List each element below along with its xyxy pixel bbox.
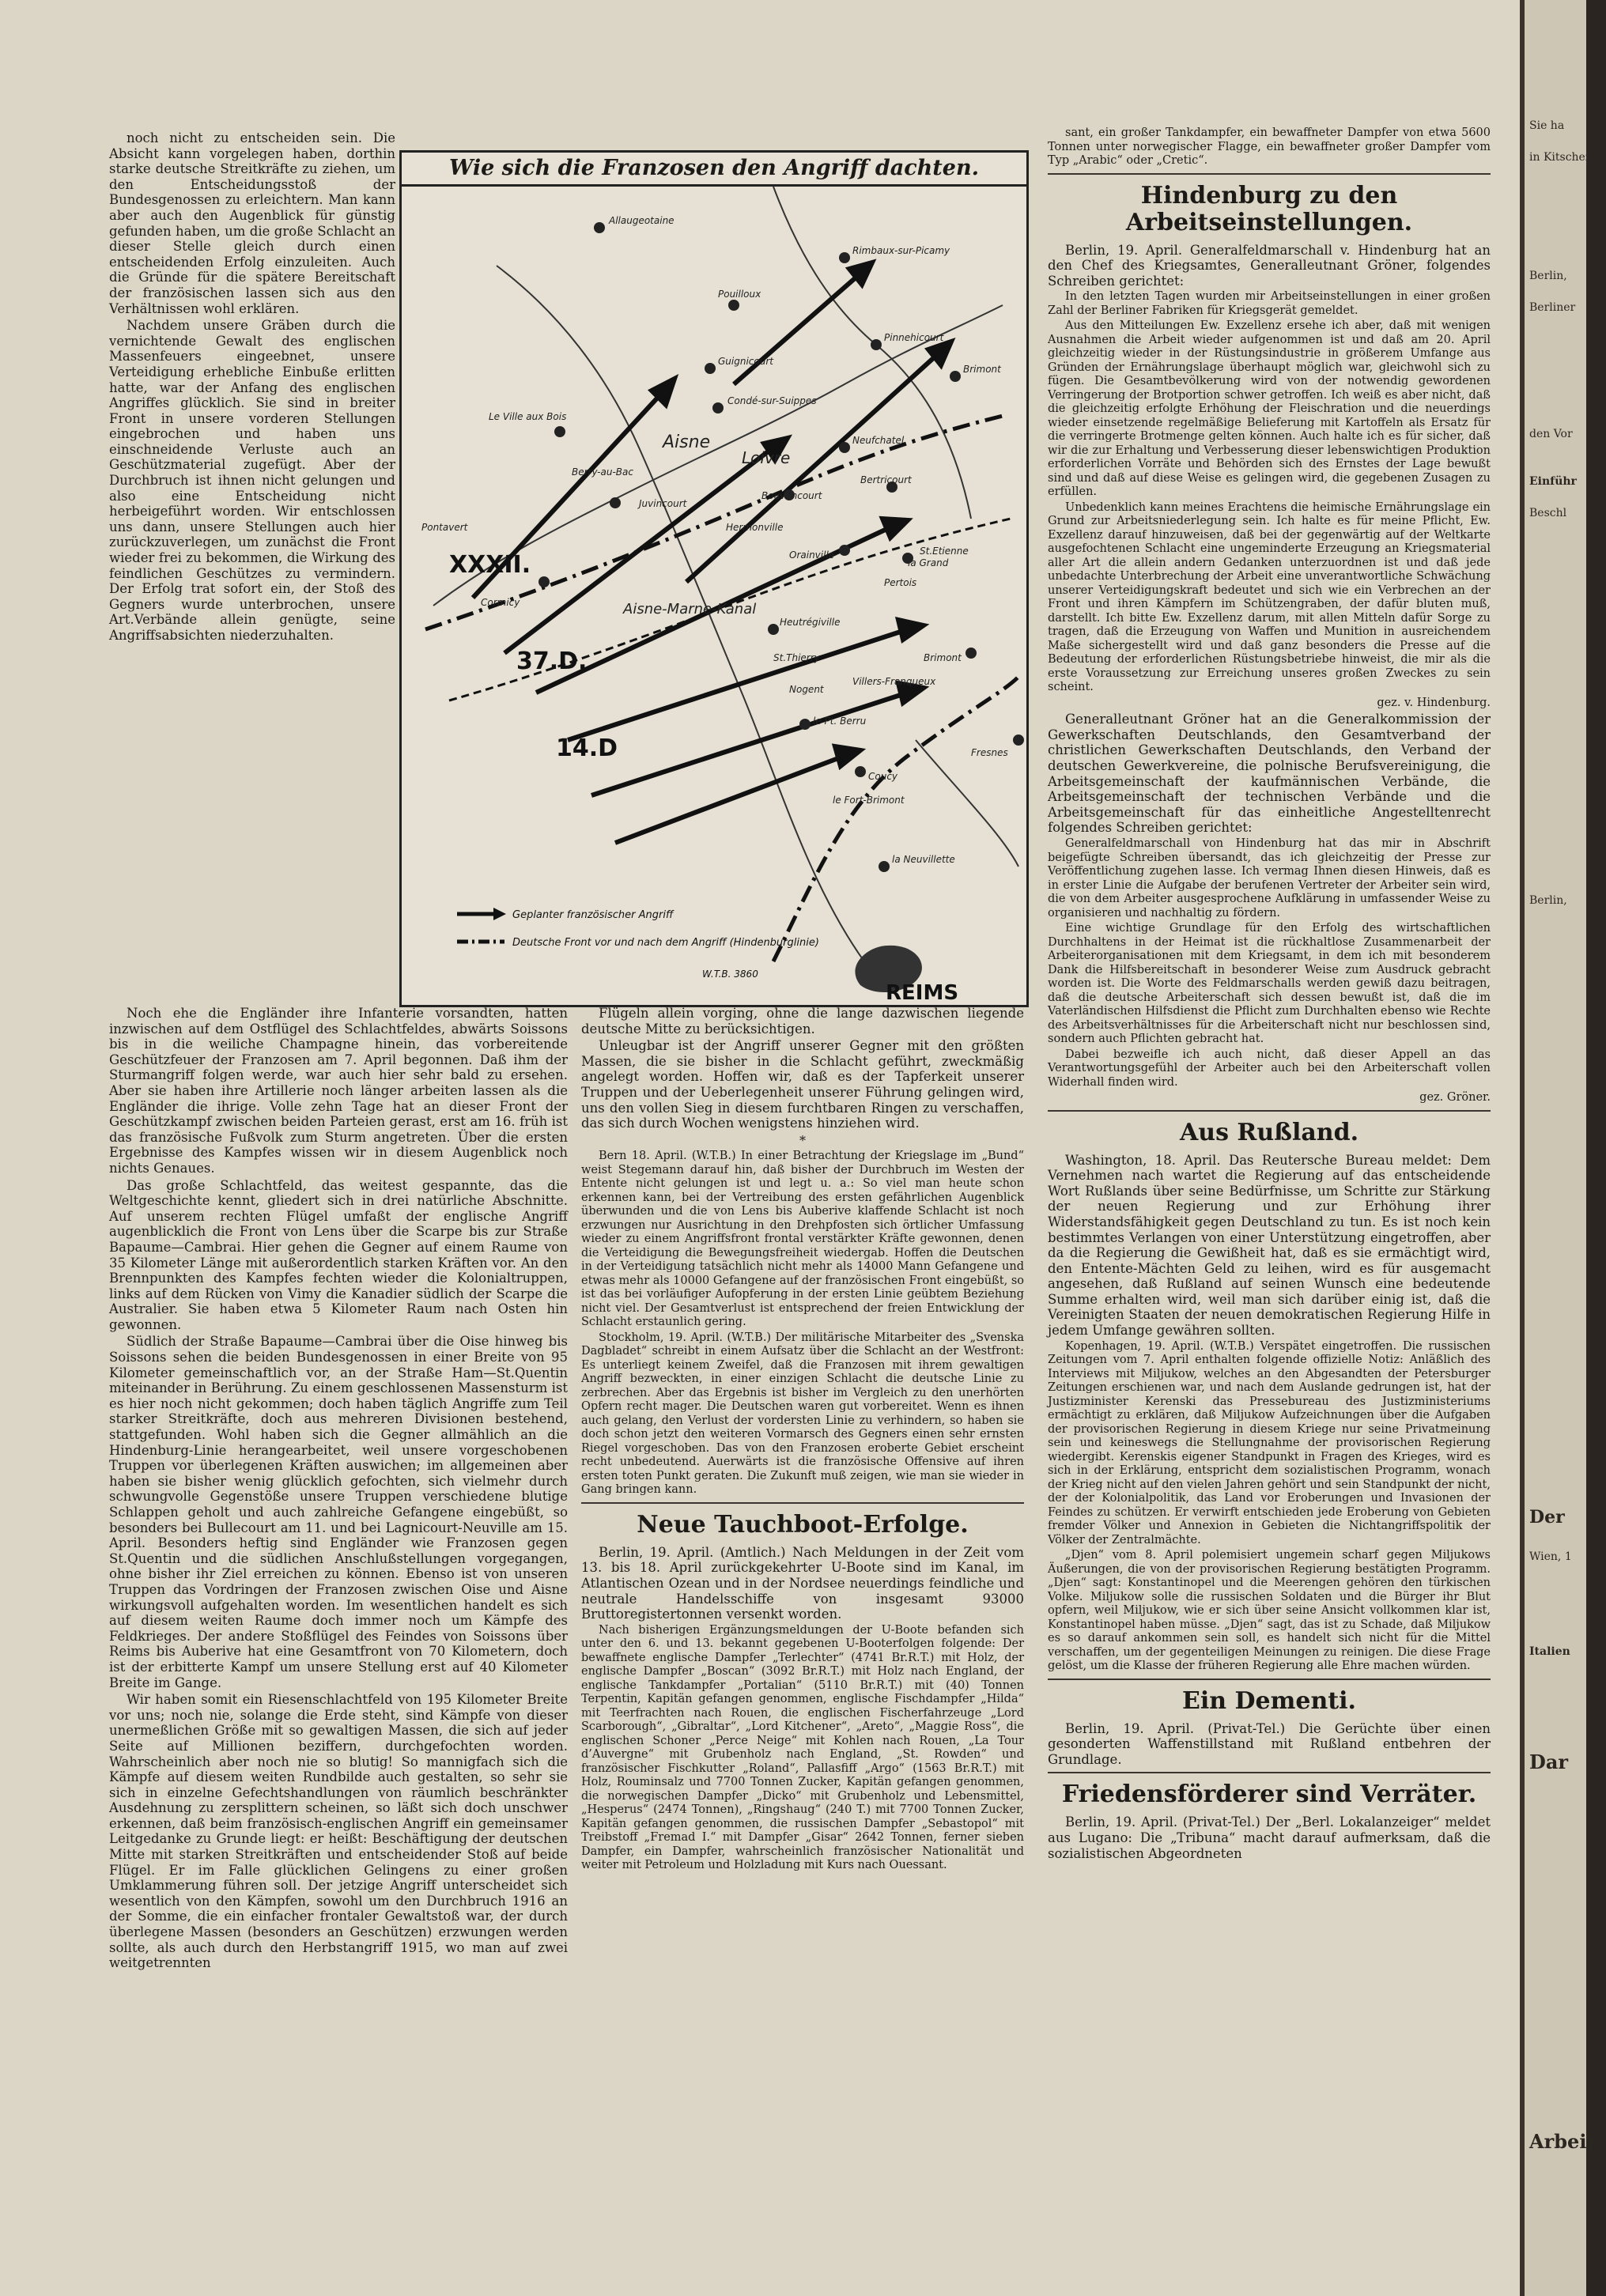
edge-fragment: Dar xyxy=(1529,1750,1569,1773)
signature: gez. v. Hindenburg. xyxy=(1377,696,1491,709)
map-place: Nogent xyxy=(789,684,824,695)
column-1-lower xyxy=(109,1006,568,2136)
edge-fragment: Beschl xyxy=(1529,507,1567,519)
paragraph: Bern 18. April. (W.T.B.) In einer Betrachtung der Kriegslage im „Bund“ weist Stegemann darauf hin, daß bisher der Durchbruch im Westen der Entente nicht gelungen ist und legt u. a.: So viel man heute schon erkennen kann, bei der Vertreibung des ersten gefährlichen Augenblick überwunden und die von Lens bis Auberive klaffende Schlacht ist noch erzwungen nur Ausrichtung in den Drehpfosten sich örtlicher Umfassung wieder zu einem Angriffsfront frontal verstärkter Kräfte gewonnen, denen die Verteidigung die Bewegungsfreiheit wiedergab. Hoffen die Deutschen in der Verteidigung tatsächlich nicht mehr als 14000 Mann Gefangene und etwas mehr als 10000 Gefangene auf der französischen Front eingebüßt, so ist das bei vorläufiger Aufopferung in der ersten Linie geübtem Beziehung nicht viel. Der Gesamtverlust ist entsprechend der freien Entwicklung der Schlacht erstaunlich gering. xyxy=(581,1150,1024,1329)
divider xyxy=(581,1502,1024,1504)
map-place: Coucy xyxy=(868,771,898,782)
edge-fragment: Italien xyxy=(1529,1645,1570,1658)
paragraph: Nach bisherigen Ergänzungsmeldungen der U-Boote befanden sich unter den 6. und 13. bekannt gegebenen U-Booterfolgen folgende: Der bewaffnete englische Dampfer „Terlechter“ (4741 Br.R.T.) mit Holz, der englische Dampfer „Boscan“ (3092 Br.R.T.) mit Holz nach England, der englische Tankdampfer „Portalian“ (5110 Br.R.T.) mit (40) Tonnen Terpentin, Kapitän gefangen genommen, englische Fischdampfer „Hilda“ mit Teerfrachten nach Rouen, die englischen Fischerfahrzeuge „Lord Scarborough“, „Gibraltar“, „Lord Kitchener“, „Areto“, „Maggie Ross“, die englischen Schoner „Perce Neige“ mit Kohlen nach Rouen, „La Tour d’Auvergne“ mit Grubenholz nach England, „St. Rowden“ und französischer Fischkutter „Roland“, Pallasfiff „Argo“ (1563 Br.R.T.) mit Holz, Rouminsalz und 7700 Tonnen Zucker, Kapitän gefangen genommen, die norwegischen Dampfer „Dicko“ mit Grubenholz und Lebensmittel, „Hesperus“ (2474 Tonnen), „Ringshaug“ (240 T.) mit 7700 Tonnen Zucker, Kapitän gefangen genommen, die russischen Dampfer „Sebastopol“ mit Treibstoff „Fremad I.“ mit Dampfer „Gisar“ 2642 Tonnen, ferner sieben Dampfer, ein Dampfer, wahrscheinlich französischer Nationalität und weiter mit Petroleum und Holzladung mit Kurs nach Ouessant. xyxy=(581,1623,1024,1872)
paragraph: „Djen“ vom 8. April polemisiert ungemein scharf gegen Miljukows Äußerungen, die von der provisorischen Regierung bestätigten Programm. „Djen“ sagt: Konstantinopel und die Meerengen gehören den türkischen Volke. Miljukow solle die russischen Soldaten und die Bürger ihr Blut opfern, weil Miljukow, wie er sich über seine Ansicht vollkommen klar ist, Konstantinopel haben müsse. „Djen“ sagt, das ist zu Schade, daß Miljukow es so darauf ankommen sein soll, es handelt sich nicht für die Mittel verschaffen, um der gegenteiligen Meinungen zu reinigen. Die diese Frage gelöst, um die Klasse der früheren Regierung alle Ehre machen würden. xyxy=(1048,1549,1491,1673)
paragraph: sant, ein großer Tankdampfer, ein bewaffneter Dampfer von etwa 5600 Tonnen unter norwegischer Flagge, ein bewaffneter großer Dampfer vom Typ „Arabic“ oder „Cretic“. xyxy=(1048,127,1491,167)
divider xyxy=(1048,173,1491,175)
paragraph: Unbedenklich kann meines Erachtens die heimische Ernährungslage ein Grund zur Arbeitsniederlegung sein. Ich halte es für meine Pflicht, Ew. Exzellenz darauf hinzuweisen, daß bei der gegenwärtig auf der Weltkarte ausgefochtenen Schlacht eine ungeminderte Erzeugung an Kriegsmaterial aller Art die allein andern Gedanken unterzuordnen ist und daß jede unbedachte Unterbrechung der Arbeit eine unverantwortliche Schwächung unserer Verteidigungskraft bedeutet und sich wie ein Verbrechen an der Front und ihren Kämpfern im Schützengraben, der dafür bluten muß, darstellt. Ich bitte Ew. Exzellenz darum, mit allen Mitteln dafür Sorge zu tragen, daß die Erzeugung von Waffen und Munition in ausreichendem Maße sichergestellt wird und daß ganz besonders die Presse auf die Bedeutung der erforderlichen Rüstungsbetriebe hinweist, die mir als die erste Voraussetzung zur Erreichung unseres großen Zweckes zu sein scheint. xyxy=(1048,500,1491,694)
edge-fragment: Wien, 1 xyxy=(1529,1550,1572,1563)
paragraph: Aus den Mitteilungen Ew. Exzellenz ersehe ich aber, daß mit wenigen Ausnahmen die Arbeit wieder aufgenommen ist und daß am 20. April gleichzeitig wieder in der Rüstungsindustrie in größerem Umfange aus Gründen der Ernährungslage überhaupt möglich war, gleichwohl sich zu fügen. Die Gesamtbevölkerung wird von der notwendig gewordenen Verringerung der Brotportion schwer getroffen. Ich weiß es aber nicht, daß die gleichzeitig erfolgte Erhöhung der Fleischration und die neuerdings wieder einsetzende regelmäßige Belieferung mit Kartoffeln als Ersatz für die verringerte Brotmenge gelten können. Auch halte ich es für sicher, daß wir die zur Erhaltung und Verbesserung dieser lebenswichtigen Produktion erforderlichen Vorräte und Behörden sich des Ernstes der Lage bewußt sind und daß auf diese Weise es gelingen wird, die gegebenen Zusagen zu erfüllen. xyxy=(1048,319,1491,499)
paragraph: Berlin, 19. April. (Privat-Tel.) Der „Berl. Lokalanzeiger“ meldet aus Lugano: Die „Tribuna“ macht darauf aufmerksam, daß die sozialistischen Abgeordneten xyxy=(1048,1815,1491,1861)
map-place: Brimont xyxy=(963,364,1001,375)
map-place: Villers-Franqueux xyxy=(852,676,936,687)
col1-upper xyxy=(109,130,395,644)
map-place: Neufchatel xyxy=(852,435,905,446)
map-place: Allaugeotaine xyxy=(609,215,675,226)
map-place: Hermonville xyxy=(726,522,784,533)
paragraph: Stockholm, 19. April. (W.T.B.) Der militärische Mitarbeiter des „Svenska Dagbladet“ schreibt in einem Aufsatz über die Schlacht an der Westfront: Es unterliegt keinem Zweifel, daß die Franzosen mit ihrem gewaltigen Angriff bezweckten, in einer einzigen Schlacht die deutsche Linie zu zerbrechen. Aber das Ergebnis ist bisher im Vergleich zu den unerhörten Opfern recht mager. Die Deutschen waren gut vorbereitet. Wenn es ihnen auch gelang, den Verlust der vordersten Linie zu verhindern, so haben sie doch schon jetzt den weiteren Vormarsch des Gegners einen sehr ernsten Riegel vorgeschoben. Das von den Franzosen eroberte Gebiet erscheint recht unbedeutend. Auerwärts ist die französische Offensive auf ihren ersten toten Punkt geraten. Die Zukunft muß zeigen, wie man sie wieder in Gang bringen kann. xyxy=(581,1331,1024,1497)
paragraph: Wir haben somit ein Riesenschlachtfeld von 195 Kilometer Breite vor uns; noch nie, solange die Erde steht, sind Kämpfe von dieser unermeßlichen Größe mit so gewaltigen Massen, die sich auf jeder Seite auf Millionen beziffern, durchgefochten worden. Wahrscheinlich aber noch nie so blutig! So mannigfach sich die Kämpfe auf diesem weiten Rundbilde auch gestalten, so sehr sie sich in einzelne Gefechtshandlungen von räumlich beschränkter Ausdehnung zu zersplittern scheinen, so läßt sich doch unschwer erkennen, daß beim französisch-englischen Angriff ein gemeinsamer Leitgedanke zu Grunde liegt: er heißt: Beschäftigung der deutschen Mitte mit starken Streitkräften und entscheidender Stoß auf beide Flügel. Er im Falle glücklichen Gelingens zu einer großen Umklammerung führen soll. Der jetzige Angriff unterscheidet sich wesentlich von den Kämpfen, sowohl um den Durchbruch 1916 an der Somme, die ein einfacher frontaler Gewaltstoß war, der durch überlegene Massen (besonders an Geschützen) erzwungen werden sollte, als auch durch den Herbstangriff 1915, wo man auf zwei weitgetrennten xyxy=(109,1692,568,1971)
paragraph: In den letzten Tagen wurden mir Arbeitseinstellungen in einer großen Zahl der Berliner Fabriken für Kriegsgerät gemeldet. xyxy=(1048,290,1491,317)
map-figure xyxy=(399,150,1029,1007)
paragraph: Unleugbar ist der Angriff unserer Gegner mit den größten Massen, die sie bisher in die Schlacht geführt, zweckmäßig angelegt worden. Hoffen wir, daß es der Tapferkeit unserer Truppen und der Ueberlegenheit unserer Führung gelingen wird, uns den vollen Sieg in diesem furchtbaren Ringen zu verschaffen, das sich durch Wochen wenigstens hinziehen wird. xyxy=(581,1038,1024,1131)
paragraph: Dabei bezweifle ich auch nicht, daß dieser Appell an das Verantwortungsgefühl der Arbeiter auch bei den Arbeiterschaft vollen Widerhall finden wird. xyxy=(1048,1048,1491,1089)
paragraph: Südlich der Straße Bapaume—Cambrai über die Oise hinweg bis Soissons sehen die beiden Bundesgenossen in einer Breite von 95 Kilometer gemeinschaftlich vor, an der Straße Ham—St.Quentin miteinander in Berührung. Zu einem geschlossenen Massensturm ist es hier noch nicht gekommen; doch haben täglich Angriffe zum Teil starker Streitkräfte, doch aus mehreren Divisionen bestehend, stattgefunden. Wohl haben sich die Gegner allmählich an die Hindenburg-Linie herangearbeitet, weil unsere vorgeschobenen Truppen vor überlegenen Kräften auswichen; im allgemeinen aber haben sie bisher wenig glücklich gefochten, sich vielmehr durch schwungvolle Gegenstöße unsere Truppen verschiedene blutige Schlappen geholt und auch zahlreiche Gefangene eingebüßt, so besonders bei Bullecourt am 11. und bei Lagnicourt-Neuville am 15. April. Besonders heftig sind Engländer wie Franzosen gegen St.Quentin und die südlichen Anschlußstellungen vorgegangen, ohne bisher ihr Ziel erreichen zu können. Ebenso ist von unseren Truppen das Vordringen der Franzosen zwischen Oise und Aisne wirkungsvoll aufgehalten worden. Im wesentlichen handelt es sich auf diesem weiten Raume doch immer noch um Kämpfe des Feldkrieges. Der andere Stoßflügel des Feindes von Soissons über Reims bis Auberive hat eine Gesamtfront von 70 Kilometern, doch ist der erbitterte Kampf um unsere Stellung erst auf 40 Kilometer Breite im Gange. xyxy=(109,1334,568,1690)
adjacent-page-edge xyxy=(1520,0,1606,2296)
map-place: Brimont xyxy=(924,652,962,663)
divider xyxy=(1048,1772,1491,1773)
map-place: Aisne xyxy=(663,432,711,452)
edge-fragment: den Vor xyxy=(1529,428,1573,440)
separator-star: * xyxy=(799,1132,806,1148)
legend-front: Deutsche Front vor und nach dem Angriff (Hindenburglinie) xyxy=(512,937,819,949)
heading-dementi: Ein Dementi. xyxy=(1182,1686,1356,1715)
paragraph: Berlin, 19. April. Generalfeldmarschall v. Hindenburg hat an den Chef des Kriegsamtes, Generalleutnant Gröner, folgendes Schreiben gerichtet: xyxy=(1048,242,1491,289)
map-place: Le Ville aux Bois xyxy=(489,411,567,422)
map-unit: XXXII. xyxy=(449,551,531,579)
map-place: la Neuvillette xyxy=(892,854,955,865)
map-place: Rimbaux-sur-Picamy xyxy=(852,245,950,256)
paragraph: Generalfeldmarschall von Hindenburg hat das mir in Abschrift beigefügte Schreiben übersandt, das ich gleichzeitig der Presse zur Veröffentlichung zugehen lasse. Ich vermag Ihnen diesen Hinweis, daß es in erster Linie die Aufgabe der berufenen Vertreter der Arbeiter sein wird, die von dem Arbeiter ausgesprochene Aufklärung in umfassender Weise zu organisieren und nachhaltig zu fördern. xyxy=(1048,837,1491,920)
paragraph: Kopenhagen, 19. April. (W.T.B.) Verspätet eingetroffen. Die russischen Zeitungen vom 7. April enthalten folgende offizielle Notiz: Anläßlich des Interviews mit Miljukow, welches an den Abgesandten der Petersburger Zeitungen erschienen war, und nach dem Auslande gedrungen ist, hat der Justizminister Kerenski das Pressebureau des Justizministeriums ermächtigt zu erklären, daß Miljukow Aufzeichnungen über die Aufgaben der provisorischen Regierung in diesem Kriege nur seine Privatmeinung sein und keineswegs die Stellungnahme der provisorischen Regierung wiedergibt. Kerenskis eigener Standpunkt in Fragen des Krieges, wird es sich in der Erklärung, entspricht dem sozialistischen Programm, wonach der Krieg nicht auf den vielen Jahren gehört und sein Standpunkt der nicht, der der Kolonialpolitik, das Land vor Eroberungen und Invasionen der Feindes zu schützen. Er verwirft entschieden jede Eroberung von Gebieten fremder Völker und Annexion in Gebieten die Nichtangriffspolitik der Völker der Zentralmächte. xyxy=(1048,1339,1491,1546)
edge-fragment: Berliner xyxy=(1529,301,1576,314)
column-3 xyxy=(1048,127,1491,2151)
edge-fragment: Einführ xyxy=(1529,475,1577,488)
map-place: St.Thierry xyxy=(773,652,820,663)
paragraph: Washington, 18. April. Das Reutersche Bureau meldet: Dem Vernehmen nach wartet die Regierung auf das entscheidende Wort Rußlands über seine Bedürfnisse, um Schritte zur Stärkung der neuen Regierung und zur Erhöhung ihrer Widerstandsfähigkeit gegen Deutschland zu tun. Es ist noch kein bestimmtes Verlangen von einer Unterstützung eingetroffen, aber da die Regierung die Gewißheit hat, daß es sie ermächtigt wird, den Entente-Mächten Geld zu leihen, wird es für ausgemacht angesehen, daß Rußland auf seinen Wunsch eine bedeutende Summe erhalten wird, weil man sich darüber einig ist, daß die Vereinigten Staaten der neuen demokratischen Regierung Hilfe in jedem Umfange gewähren sollten. xyxy=(1048,1152,1491,1339)
paragraph: Nachdem unsere Gräben durch die vernichtende Gewalt des englischen Massenfeuers eingeebnet, unsere Verteidigung erhebliche Einbuße erlitten hatte, war der Anfang des englischen Angriffes glücklich. Sie sind in breiter Front in unsere vorderen Stellungen eingebrochen und haben uns einschneidende Verluste auch an Geschützmaterial zugefügt. Aber der Durchbruch ist ihnen nicht gelungen und also eine Entscheidung nicht herbeigeführt worden. Wir entschlossen uns dann, unsere Stellungen auch hier zurückzuverlegen, um zunächst die Front wieder frei zu bekommen, die Wirkung des feindlichen Geschützes zu vermindern. Der Erfolg trat sofort ein, der Stoß des Gegners wurde unterbrochen, unsere Art.Verbände allein genügte, seine Angriffsabsichten niederzuhalten. xyxy=(109,318,395,643)
map-place: Pouilloux xyxy=(718,289,761,300)
heading-russland: Aus Rußland. xyxy=(1179,1118,1359,1146)
signature: gez. Gröner. xyxy=(1419,1091,1491,1105)
map-place: Pinnehicourt xyxy=(884,332,944,343)
map-place: Aisne-Marne-Kanal xyxy=(623,601,757,617)
map-unit: 14.D xyxy=(556,734,618,762)
map-place: Fresnes xyxy=(971,747,1008,758)
edge-fragment: Berlin, xyxy=(1529,270,1567,282)
divider xyxy=(1048,1679,1491,1680)
map-place: Condé-sur-Suippes xyxy=(727,395,817,406)
paragraph: noch nicht zu entscheiden sein. Die Absicht kann vorgelegen haben, dorthin starke deutsche Streitkräfte zu ziehen, um den Entscheidungsstoß der Bundesgenossen zu erleichtern. Man kann aber auch den Augenblick für günstig gefunden haben, um die große Schlacht an dieser Stelle gleich durch einen entscheidenden Erfolg einzuleiten. Auch die Gründe für die spätere Bereitschaft der französischen lassen sich aus den Verhältnissen wohl erklären. xyxy=(109,130,395,316)
map-city-reims: REIMS xyxy=(886,981,959,1005)
map-place: Pontavert xyxy=(421,522,468,533)
column-2 xyxy=(581,1006,1024,2136)
paragraph: Berlin, 19. April. (Privat-Tel.) Die Gerüchte über einen gesonderten Waffenstillstand mit Rußland entbehren der Grundlage. xyxy=(1048,1720,1491,1767)
paragraph: Eine wichtige Grundlage für den Erfolg des wirtschaftlichen Durchhaltens in der Heimat ist die rückhaltlose Zusammenarbeit der Arbeiterorganisationen mit dem Kriegsamt, in dem ich mit besonderem Dank die Hilfsbereitschaft in besonderer Weise zum Ausdruck gebracht worden ist. Die Worte des Feldmarschalls werden gewiß dazu beitragen, daß die deutsche Arbeiterschaft sich dessen bewußt ist, daß die im Vaterländischen Hilfsdienst die Pflicht zum Durchhalten ebenso wie Rechte des Arbeitsverhältnisses für die Arbeiterschaft nicht nur beschlossen sind, sondern auch Pflichten gebracht hat. xyxy=(1048,922,1491,1046)
map-credit: W.T.B. 3860 xyxy=(702,969,758,980)
map-place: Cormicy xyxy=(481,597,520,608)
paragraph: Flügeln allein vorging, ohne die lange dazwischen liegende deutsche Mitte zu berücksichtigen. xyxy=(581,1006,1024,1037)
edge-fragment: Sie ha xyxy=(1529,119,1565,132)
paragraph: Das große Schlachtfeld, das weitest gespannte, das die Weltgeschichte kennt, gliedert sich in drei natürliche Abschnitte. Auf unserem rechten Flügel umfaßt der englische Angriff augenblicklich die Front von Lens über die Scarpe bis zur Straße Bapaume—Cambrai. Hier gehen die Gegner auf einem Raume von 35 Kilometer Länge mit außerordentlich starken Kräften vor. An den Brennpunkten des Kampfes fechten wieder die Kolonialtruppen, links auf dem Rücken von Vimy die Kanadier südlich der Scarpe die Australier. Sie haben etwa 5 Kilometer Raum nach Osten hin gewonnen. xyxy=(109,1177,568,1332)
heading-hindenburg: Hindenburg zu den Arbeitseinstellungen. xyxy=(1125,181,1413,236)
edge-fragment: Berlin, xyxy=(1529,894,1567,907)
map-place: Guignicourt xyxy=(718,356,773,367)
map-place: le Fort-Brimont xyxy=(833,795,905,806)
map-place: le Pt. Berru xyxy=(813,716,867,727)
paragraph: Berlin, 19. April. (Amtlich.) Nach Meldungen in der Zeit vom 13. bis 18. April zurückgekehrter U-Boote sind im Kanal, im Atlantischen Ozean und in der Nordsee neuerdings feindliche und neutrale Handelsschiffe von insgesamt 93000 Bruttoregistertonnen versenkt worden. xyxy=(581,1544,1024,1622)
map-place: Orainville xyxy=(789,549,835,561)
map-place: Heutrégiville xyxy=(780,617,841,628)
map-place: St.Etienne xyxy=(920,546,969,557)
edge-fragment: Der xyxy=(1529,1507,1565,1528)
map-place: Pertois xyxy=(884,577,917,588)
legend-attack: Geplanter französischer Angriff xyxy=(512,909,674,921)
map-title: Wie sich die Franzosen den Angriff dachten. xyxy=(402,153,1026,187)
map-drawing xyxy=(402,187,1022,1005)
map-legend xyxy=(457,908,819,980)
edge-fragment: in Kitschez xyxy=(1529,151,1592,164)
map-place: Juvincourt xyxy=(639,498,687,509)
map-place: Berry-au-Bac xyxy=(572,466,633,478)
map-place: Bertricourt xyxy=(860,474,912,485)
heading-friedensfoerderer: Friedensförderer sind Verräter. xyxy=(1061,1781,1477,1809)
divider xyxy=(1048,1110,1491,1112)
map-unit: 37.D. xyxy=(516,648,588,675)
paragraph: Generalleutnant Gröner hat an die Generalkommission der Gewerkschaften Deutschlands, den Gesamtverband der christlichen Gewerkschaften Deutschlands, den Verband der deutschen Gewerkvereine, die polnische Berufsvereinigung, die Arbeitsgemeinschaft der kaufmännischen Verbände, die Arbeitsgemeinschaft der technischen Verbände und die Arbeitsgemeinschaft für das einheitliche Angestelltenrecht folgendes Schreiben gerichtet: xyxy=(1048,712,1491,836)
map-place: Bouvancourt xyxy=(761,490,822,501)
heading-tauchboot: Neue Tauchboot-Erfolge. xyxy=(637,1510,969,1539)
edge-fragment: Arbeits xyxy=(1529,2130,1606,2153)
map-place: Loivre xyxy=(742,448,791,467)
map-place: la Grand xyxy=(908,557,949,568)
paragraph: Noch ehe die Engländer ihre Infanterie vorsandten, hatten inzwischen auf dem Ostflügel des Schlachtfeldes, abwärts Soissons bis in die weiliche Champagne hinein, das vorbereitende Geschützfeuer der Franzosen am 7. April begonnen. Daß ihm der Sturmangriff folgen werde, war auch hier sehr bald zu ersehen. Aber sie haben ihre Artillerie noch länger arbeiten lassen als die Engländer die ihrige. Volle zehn Tage hat an dieser Front der Geschützkampf zwischen beiden Parteien gerast, erst am 16. früh ist das französische Fußvolk zum Sturm angetreten. Über die ersten Ergebnisse des Kampfes wissen wir in diesem Augenblick noch nichts Genaues. xyxy=(109,1006,568,1176)
